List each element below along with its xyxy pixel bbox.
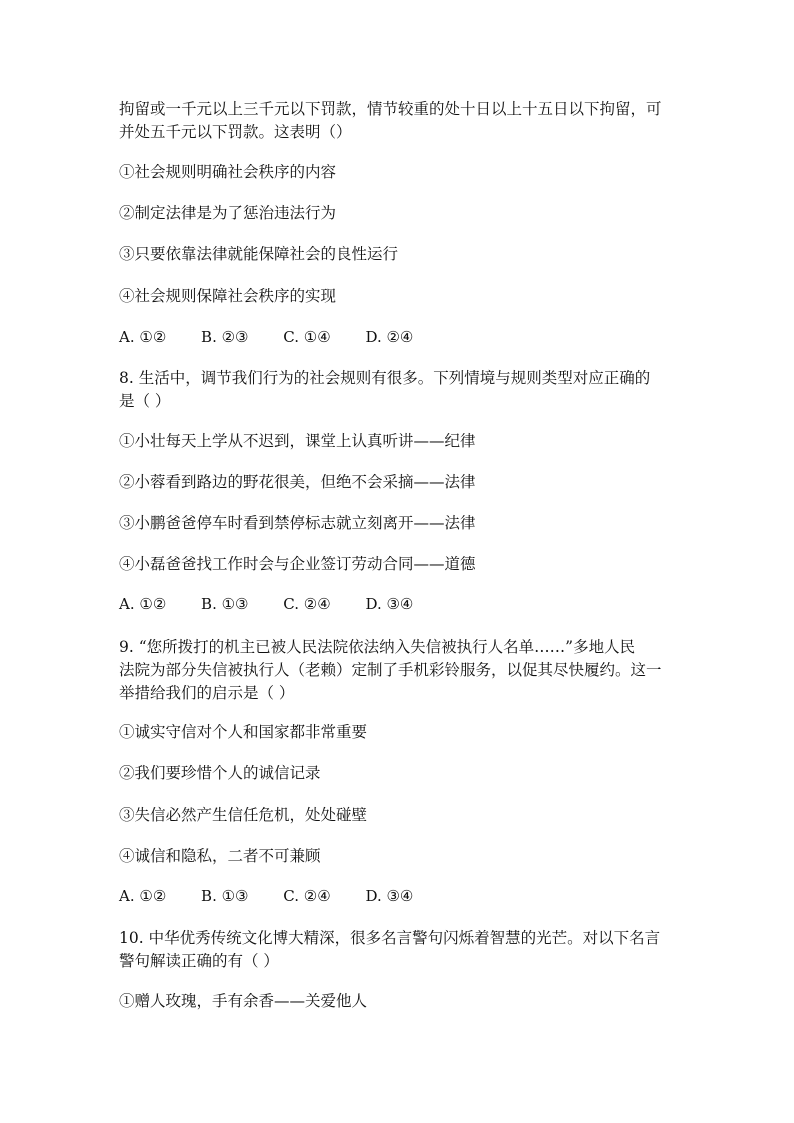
q8-item-4: ④小磊爸爸找工作时会与企业签订劳动合同——道德 [119,555,476,573]
q10-stem-line-1: 10. 中华优秀传统文化博大精深，很多名言警句闪烁着智慧的光芒。对以下名言 [119,929,661,947]
q9-option-d: D. ③④ [365,887,414,905]
q8-option-d: D. ③④ [365,595,414,613]
q7-option-c: C. ①④ [283,328,331,346]
q9-option-b: B. ①③ [201,887,249,905]
q9-item-1: ①诚实守信对个人和国家都非常重要 [119,723,368,741]
q7-item-1: ①社会规则明确社会秩序的内容 [119,163,337,181]
q7-option-b: B. ②③ [201,328,249,346]
q8-option-c: C. ②④ [283,595,331,613]
q8-options [119,593,443,615]
q7-item-4: ④社会规则保障社会秩序的实现 [119,287,337,305]
q8-option-b: B. ①③ [201,595,249,613]
q9-option-c: C. ②④ [283,887,331,905]
q8-stem-line-2: 是（ ） [119,392,171,410]
q7-options [119,326,443,348]
q8-item-2: ②小蓉看到路边的野花很美，但绝不会采摘——法律 [119,473,476,491]
q8-item-1: ①小壮每天上学从不迟到，课堂上认真听讲——纪律 [119,432,476,450]
q8-stem-line-1: 8. 生活中，调节我们行为的社会规则有很多。下列情境与规则类型对应正确的 [119,369,651,387]
q7-option-a: A. ①② [119,328,167,346]
q8-option-a: A. ①② [119,595,167,613]
q7-item-2: ②制定法律是为了惩治违法行为 [119,204,337,222]
q7-stem-line-1: 拘留或一千元以上三千元以下罚款，情节较重的处十日以上十五日以下拘留，可 [119,100,662,118]
q9-item-3: ③失信必然产生信任危机，处处碰壁 [119,806,368,824]
q9-option-a: A. ①② [119,887,167,905]
q7-option-d: D. ②④ [365,328,414,346]
q9-stem-line-3: 举措给我们的启示是（ ） [119,684,295,702]
q7-item-3: ③只要依靠法律就能保障社会的良性运行 [119,245,399,263]
q7-stem-line-2: 并处五千元以下罚款。这表明（） [119,123,352,141]
q9-item-2: ②我们要珍惜个人的诚信记录 [119,764,321,782]
q8-item-3: ③小鹏爸爸停车时看到禁停标志就立刻离开——法律 [119,514,476,532]
q10-stem-line-2: 警句解读正确的有（ ） [119,952,279,970]
q9-stem-line-2: 法院为部分失信被执行人（老赖）定制了手机彩铃服务，以促其尽快履约。这一 [119,661,662,679]
q9-options [119,885,443,907]
q10-item-1: ①赠人玫瑰，手有余香——关爱他人 [119,992,368,1010]
q9-item-4: ④诚信和隐私，二者不可兼顾 [119,847,321,865]
q9-stem-line-1: 9. “您所拨打的机主已被人民法院依法纳入失信被执行人名单……”多地人民 [119,638,636,656]
